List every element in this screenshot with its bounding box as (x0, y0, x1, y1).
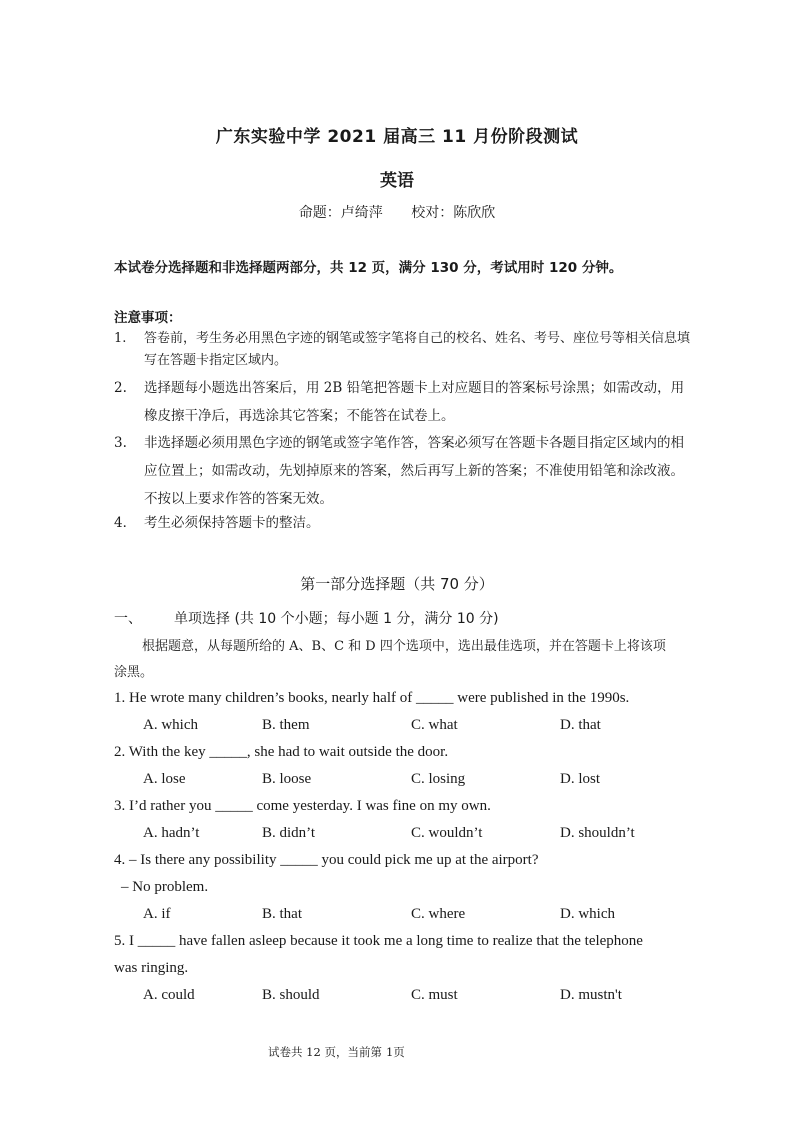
author-line (0, 202, 794, 222)
option-a: A. hadn’t (143, 825, 200, 841)
part-heading: 第一部分选择题（共 70 分） (300, 575, 494, 593)
note-text: 考生必须保持答题卡的整洁。 (144, 515, 320, 531)
question-stem: 3. I’d rather you _____ come yesterday. I was fine on my own. (114, 798, 491, 814)
option-c: C. what (411, 717, 458, 733)
option-c: C. losing (411, 771, 466, 787)
notes-heading: 注意事项： (114, 310, 182, 326)
author-label: 命题：卢绮萍 (298, 205, 383, 221)
note-number: 3. (114, 435, 127, 451)
footer-pages-label: 试卷共 12 页，当前第 (268, 1045, 382, 1059)
note-text: 答卷前，考生务必用黑色字迹的钢笔或签字笔将自己的校名、姓名、考号、座位号等相关信息填写在答题卡指定区域内。 (144, 331, 691, 368)
section-title: 单项选择 (共 10 个小题；每小题 1 分，满分 10 分) (174, 611, 499, 627)
option-d: D. lost (560, 771, 601, 787)
subject-heading: 英语 (380, 171, 414, 191)
note-text: 选择题每小题选出答案后，用 2B 铅笔把答题卡上对应题目的答案标号涂黑；如需改动，用橡皮擦干净后，再选涂其它答案；不能答在试卷上。 (144, 380, 685, 424)
question-stem: 4. – Is there any possibility _____ you could pick me up at the airport? (114, 852, 539, 868)
option-b: B. didn’t (262, 825, 316, 841)
option-c: C. wouldn’t (411, 825, 483, 841)
section-heading (114, 608, 499, 628)
option-a: A. if (143, 906, 171, 922)
option-b: B. loose (262, 771, 312, 787)
option-d: D. shouldn’t (560, 825, 635, 841)
option-b: B. should (262, 987, 320, 1003)
note-number: 1. (114, 331, 127, 346)
exam-summary: 本试卷分选择题和非选择题两部分，共 12 页，满分 130 分，考试用时 120 分钟。 (114, 260, 623, 276)
option-b: B. that (262, 906, 302, 922)
note-number: 4． (114, 515, 137, 531)
question-stem: 1. He wrote many children’s books, nearly half of _____ were published in the 1990s. (114, 690, 630, 706)
page-footer (268, 1044, 409, 1060)
note-item (114, 328, 694, 372)
section-instructions: 根据题意，从每题所给的 A、B、C 和 D 四个选项中，选出最佳选项，并在答题卡上将该项涂黑。 (114, 639, 666, 680)
option-c: C. must (411, 987, 458, 1003)
note-item (114, 509, 694, 537)
footer-current-page: 1页 (385, 1045, 405, 1059)
option-b: B. them (262, 717, 310, 733)
option-d: D. that (560, 717, 601, 733)
note-text: 非选择题必须用黑色字迹的钢笔或签字笔作答，答案必须写在答题卡各题目指定区域内的相应位置上；如需改动，先划掉原来的答案，然后再写上新的答案；不准使用铅笔和涂改液。不按以上要求作答的答案无效。 (144, 435, 684, 507)
section-number: 一、 (114, 611, 142, 627)
exam-title: 广东实验中学 2021 届高三 11 月份阶段测试 (215, 127, 579, 147)
note-item (114, 374, 694, 430)
question-stem: 5. I _____ have fallen asleep because it took me a long time to realize that the telephone (114, 933, 643, 949)
question-stem-continued: was ringing. (114, 960, 189, 976)
question-reply: – No problem. (121, 879, 209, 895)
option-d: D. which (560, 906, 615, 922)
option-a: A. could (143, 987, 195, 1003)
option-a: A. lose (143, 771, 186, 787)
option-d: D. mustn't (560, 987, 622, 1003)
checker-label: 校对：陈欣欣 (411, 205, 496, 221)
option-a: A. which (143, 717, 198, 733)
question-stem: 2. With the key _____, she had to wait outside the door. (114, 744, 449, 760)
note-item (114, 429, 694, 513)
option-c: C. where (411, 906, 466, 922)
note-number: 2. (114, 380, 127, 396)
